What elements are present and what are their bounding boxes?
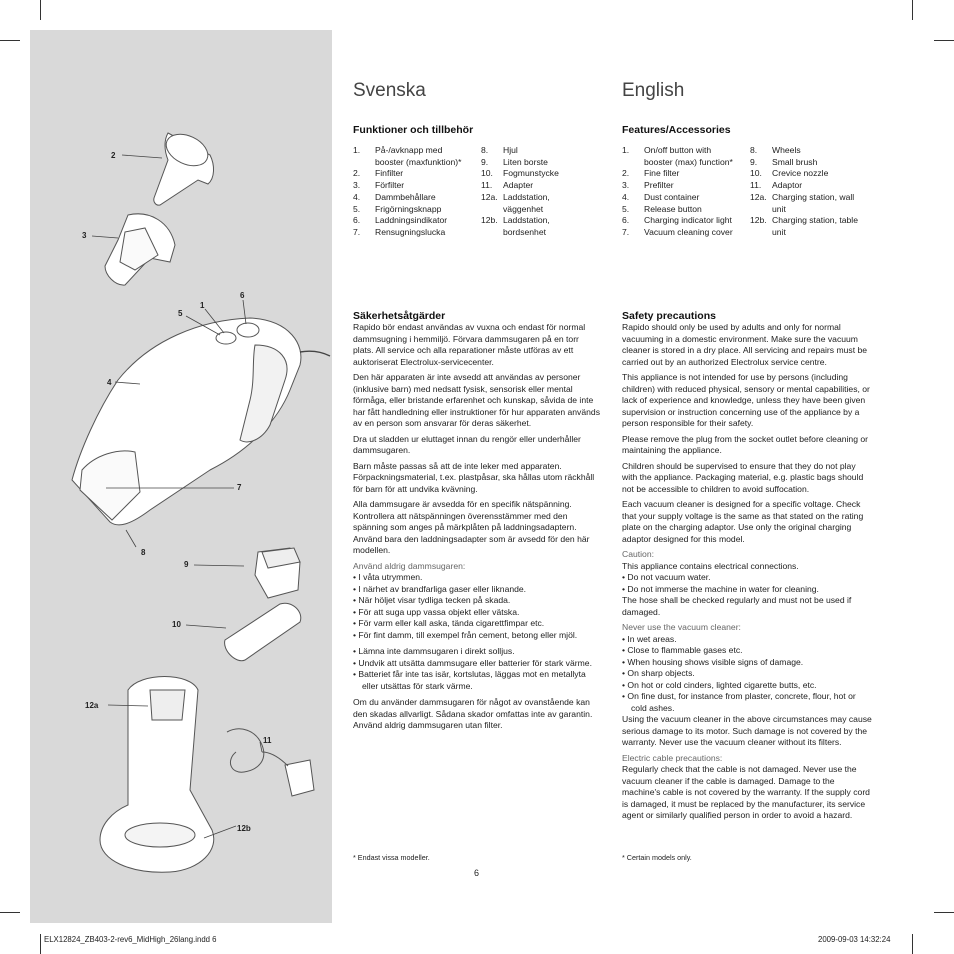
item-number: 3. xyxy=(353,180,361,191)
swedish-features-list-left xyxy=(353,145,461,239)
list-item xyxy=(622,157,733,169)
callout-label: 4 xyxy=(107,378,112,387)
page-number: 6 xyxy=(474,868,480,878)
paragraph: Dra ut sladden ur eluttaget innan du rengör eller underhåller dammsugaren. xyxy=(353,433,581,455)
item-number: 8. xyxy=(481,145,489,155)
crop-mark xyxy=(40,0,41,20)
paragraph: Om du använder dammsugaren för något av ovanstående kan den skadas allvarligt. Sådana skador omfattas inte av garantin. Använd aldrig dammsugaren utan filter. xyxy=(353,697,593,730)
item-text: Rensugningslucka xyxy=(375,226,446,237)
item-number xyxy=(481,227,503,239)
item-number: 12a. xyxy=(481,191,498,202)
item-number: 2. xyxy=(622,168,630,179)
item-number: 11. xyxy=(750,180,762,191)
slug-timestamp: 2009-09-03 14:32:24 xyxy=(818,935,891,944)
release-button-shape xyxy=(216,332,236,344)
charge-indicator-shape xyxy=(237,323,259,337)
item-number xyxy=(622,157,644,169)
item-number: 1. xyxy=(353,145,361,155)
item-text: Vacuum cleaning cover xyxy=(644,226,733,237)
item-number: 5. xyxy=(353,203,361,214)
bullet-item: • Batteriet får inte tas isär, kortslutas, läggas mot en metallyta eller utsättas för stark värme. xyxy=(353,669,586,691)
item-number: 11. xyxy=(481,180,493,191)
list-item xyxy=(622,192,733,204)
list-item xyxy=(750,180,858,192)
item-text: booster (maxfunktion)* xyxy=(375,156,462,167)
swedish-footnote: * Endast vissa modeller. xyxy=(353,853,430,862)
list-item xyxy=(353,168,461,180)
bullet-item: • I närhet av brandfarliga gaser eller liknande. xyxy=(353,583,527,594)
item-text: Small brush xyxy=(772,156,818,167)
item-text: Charging station, table xyxy=(772,215,858,226)
bullet-item: • In wet areas. xyxy=(622,633,677,644)
item-number: 12b. xyxy=(750,215,767,226)
item-text: Liten borste xyxy=(503,156,548,167)
list-item xyxy=(750,227,858,239)
item-text: booster (max) function* xyxy=(644,156,733,167)
list-item xyxy=(750,157,858,169)
list-item xyxy=(353,192,461,204)
list-item xyxy=(481,157,559,169)
item-text: On/off button with xyxy=(644,145,712,155)
item-text: unit xyxy=(772,203,786,214)
list-item xyxy=(353,215,461,227)
list-item xyxy=(622,227,733,239)
text-line: The hose shall be checked regularly and must not be used if damaged. xyxy=(622,595,852,617)
list-item xyxy=(481,215,559,227)
callout-label: 12b xyxy=(237,824,251,833)
bullet-item: • Do not vacuum water. xyxy=(622,572,711,582)
swedish-safety-text xyxy=(353,322,601,736)
item-text: Dammbehållare xyxy=(375,191,436,202)
english-features-list-right xyxy=(750,145,858,239)
item-text: Laddstation, xyxy=(503,215,550,226)
callout-label: 3 xyxy=(82,231,87,240)
slug-filename: ELX12824_ZB403-2-rev6_MidHigh_26lang.indd 6 xyxy=(44,935,217,944)
list-item xyxy=(481,168,559,180)
list-item xyxy=(481,145,559,157)
crop-mark xyxy=(934,912,954,913)
list-item xyxy=(750,145,858,157)
item-text: Adaptor xyxy=(772,180,803,191)
subheading: Never use the vacuum cleaner: xyxy=(622,622,741,632)
crop-mark xyxy=(912,934,913,954)
item-text: Prefilter xyxy=(644,180,674,191)
paragraph: This appliance is not intended for use by persons (including children) with reduced physical, sensory or mental capabilities, or lack of experience and knowledge, unless they have been given supervision or instruction concerning use of the appliance by a person responsible for their safety. xyxy=(622,372,870,428)
list-item xyxy=(481,180,559,192)
item-text: Laddstation, xyxy=(503,191,550,202)
item-number: 3. xyxy=(622,180,630,191)
crop-mark xyxy=(40,934,41,954)
crop-mark xyxy=(0,912,20,913)
crop-mark xyxy=(934,40,954,41)
item-number: 9. xyxy=(750,156,758,167)
list-item xyxy=(353,157,461,169)
item-number: 10. xyxy=(481,168,493,179)
bullet-item: • On hot or cold cinders, lighted cigarette butts, etc. xyxy=(622,679,817,690)
item-text: På-/avknapp med xyxy=(375,145,443,155)
bullet-item: • Close to flammable gases etc. xyxy=(622,645,743,655)
item-number: 2. xyxy=(353,168,361,179)
item-number: 10. xyxy=(750,168,762,179)
list-item xyxy=(622,215,733,227)
list-item xyxy=(750,192,858,204)
item-number: 6. xyxy=(353,215,361,226)
item-text: Fogmunstycke xyxy=(503,168,559,179)
item-number xyxy=(750,204,772,216)
paragraph: Rapido bör endast användas av vuxna och endast för normal dammsugning i hemmiljö. Förvara dammsugaren på en torr plats. All service och alla reparationer måste utföras av ett auktoriserat Electrolux-servicecenter. xyxy=(353,322,586,367)
bullet-item: • When housing shows visible signs of damage. xyxy=(622,656,804,667)
english-features-list-left xyxy=(622,145,733,239)
item-text: bordsenhet xyxy=(503,226,547,237)
list-item xyxy=(353,145,461,157)
item-text: Finfilter xyxy=(375,168,404,179)
item-number xyxy=(750,227,772,239)
item-text: Fine filter xyxy=(644,168,680,179)
callout-label: 6 xyxy=(240,291,245,300)
list-item xyxy=(481,192,559,204)
callout-label: 8 xyxy=(141,548,146,557)
item-number: 12a. xyxy=(750,191,767,202)
swedish-features-heading: Funktioner och tillbehör xyxy=(353,124,474,136)
item-text: väggenhet xyxy=(503,203,544,214)
swedish-safety-heading: Säkerhetsåtgärder xyxy=(353,310,446,322)
bullet-item: • För fint damm, till exempel från cement, betong eller mjöl. xyxy=(353,629,578,640)
bullet-item: • On sharp objects. xyxy=(622,668,695,678)
callout-label: 12a xyxy=(85,701,99,710)
item-text: Förfilter xyxy=(375,180,405,191)
list-item xyxy=(750,168,858,180)
item-text: Crevice nozzle xyxy=(772,168,829,179)
swedish-title: Svenska xyxy=(353,80,426,101)
item-number xyxy=(481,204,503,216)
item-number: 8. xyxy=(750,145,758,155)
list-item xyxy=(353,204,461,216)
callout-label: 10 xyxy=(172,620,181,629)
bullet-item: • För att suga upp vassa objekt eller vätska. xyxy=(353,606,520,617)
english-safety-heading: Safety precautions xyxy=(622,310,716,322)
list-item xyxy=(622,145,733,157)
paragraph: Please remove the plug from the socket outlet before cleaning or maintaining the appliance. xyxy=(622,433,869,455)
paragraph: Rapido should only be used by adults and only for normal vacuuming in a domestic environment. Make sure the vacuum cleaner is stored in a dry place. All servicing and repairs must be carried out by an authorized Electrolux service centre. xyxy=(622,322,868,367)
item-text: Release button xyxy=(644,203,702,214)
bullet-item: • När höljet visar tydliga tecken på skada. xyxy=(353,595,511,605)
bullet-item: • I våta utrymmen. xyxy=(353,572,423,582)
text-line: This appliance contains electrical connections. xyxy=(622,560,799,571)
item-number: 5. xyxy=(622,203,630,214)
item-number: 12b. xyxy=(481,215,498,226)
subheading: Electric cable precautions: xyxy=(622,752,723,763)
subheading: Caution: xyxy=(622,549,655,559)
item-text: Laddningsindikator xyxy=(375,215,448,226)
item-text: Charging station, wall xyxy=(772,191,855,202)
item-text: unit xyxy=(772,226,786,237)
list-item xyxy=(622,204,733,216)
item-number: 7. xyxy=(353,226,361,237)
subheading: Använd aldrig dammsugaren: xyxy=(353,560,466,571)
english-safety-text xyxy=(622,322,872,826)
list-item xyxy=(750,215,858,227)
paragraph: Alla dammsugare är avsedda för en specifik nätspänning. Kontrollera att nätspänningen överensstämmer med den spänning som anges på märkplåten på laddningsadaptern. Använd bara den laddningsadapter som är avsedd för den här modellen. xyxy=(353,499,590,555)
crop-mark xyxy=(0,40,20,41)
item-text: Wheels xyxy=(772,145,801,155)
list-item xyxy=(750,204,858,216)
item-text: Hjul xyxy=(503,145,518,155)
paragraph: Each vacuum cleaner is designed for a specific voltage. Check that your supply voltage is the same as that stated on the rating plate on the charging adaptor. Use only the original charging adaptor designed for this model. xyxy=(622,499,864,544)
bullet-item: • För varm eller kall aska, tända cigarettfimpar etc. xyxy=(353,618,545,628)
list-item xyxy=(481,204,559,216)
item-number: 4. xyxy=(353,191,361,202)
paragraph: Using the vacuum cleaner in the above circumstances may cause serious damage to its motor. Such damage is not covered by the warranty. Never use the vacuum cleaner without its filters. xyxy=(622,714,872,747)
list-item xyxy=(353,227,461,239)
crop-mark xyxy=(912,0,913,20)
paragraph: Barn måste passas så att de inte leker med apparaten. Förpackningsmaterial, t.ex. plastpåsar, ska hållas utom räckhåll för barn för att undvika kvävning. xyxy=(353,460,595,494)
callout-label: 1 xyxy=(200,301,205,310)
item-number: 1. xyxy=(622,145,630,155)
callout-label: 9 xyxy=(184,560,189,569)
bullet-item: • Undvik att utsätta dammsugare eller batterier för stark värme. xyxy=(353,657,592,668)
item-text: Charging indicator light xyxy=(644,215,732,226)
bullet-item: • Lämna inte dammsugaren i direkt solljus. xyxy=(353,646,515,656)
adapter xyxy=(285,760,314,796)
english-title: English xyxy=(622,80,685,101)
item-text: Frigörningsknapp xyxy=(375,203,442,214)
item-text: Adapter xyxy=(503,180,534,191)
english-features-heading: Features/Accessories xyxy=(622,124,731,136)
list-item xyxy=(353,180,461,192)
item-number: 7. xyxy=(622,226,630,237)
item-number xyxy=(353,157,375,169)
illustration-panel xyxy=(30,30,332,923)
crevice-nozzle xyxy=(225,603,301,660)
callout-label: 2 xyxy=(111,151,116,160)
paragraph: Den här apparaten är inte avsedd att användas av personer (inklusive barn) med nedsatt fysisk, sensorisk eller mental förmåga, eller bristande erfarenhet och kunskap, såvida de inte har fått handledning eller instruktioner för hur apparaten används av en person som ansvarar för deras säkerhet. xyxy=(353,372,600,428)
bullet-item: • Do not immerse the machine in water for cleaning. xyxy=(622,583,819,594)
swedish-features-list-right xyxy=(481,145,559,239)
callout-label: 7 xyxy=(237,483,242,492)
callout-label: 11 xyxy=(263,736,272,745)
list-item xyxy=(481,227,559,239)
item-text: Dust container xyxy=(644,191,700,202)
bullet-item: • On fine dust, for instance from plaster, concrete, flour, hot or cold ashes. xyxy=(622,691,856,713)
paragraph: Regularly check that the cable is not damaged. Never use the vacuum cleaner if the cable is damaged. Damage to the machine's cable is not covered by the warranty. If the supply cord is damaged, it must be replaced by the manufacturer, its service agent or similarly qualified person in order to avoid a hazard. xyxy=(622,764,870,820)
item-number: 4. xyxy=(622,191,630,202)
list-item xyxy=(622,180,733,192)
product-illustration xyxy=(30,30,332,923)
paragraph: Children should be supervised to ensure that they do not play with the appliance. Packaging material, e.g. plastic bags should not be accessible to children to avoid suffocation. xyxy=(622,460,864,494)
english-footnote: * Certain models only. xyxy=(622,853,692,862)
list-item xyxy=(622,168,733,180)
callout-label: 5 xyxy=(178,309,183,318)
item-number: 9. xyxy=(481,156,489,167)
item-number: 6. xyxy=(622,215,630,226)
